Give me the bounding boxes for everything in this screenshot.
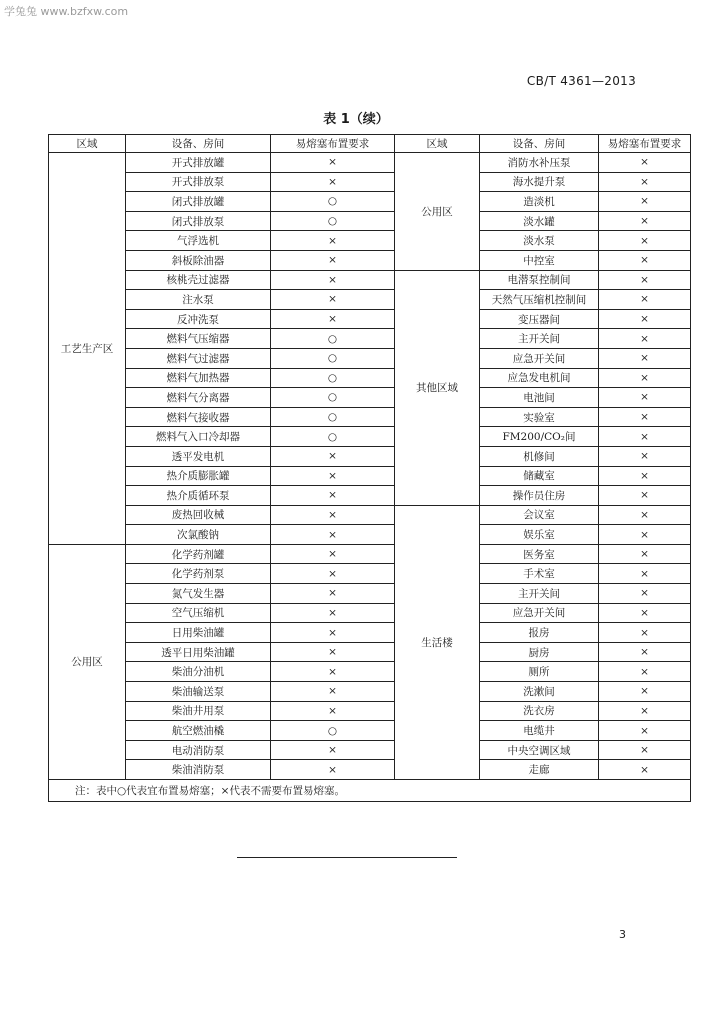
equipment-cell: 燃料气入口冷却器 xyxy=(126,427,271,447)
equipment-cell: 会议室 xyxy=(480,505,599,525)
equipment-cell: 柴油井用泵 xyxy=(126,701,271,721)
table-row xyxy=(49,270,691,290)
header-cell: 区域 xyxy=(49,135,126,153)
equipment-cell: 柴油分油机 xyxy=(126,662,271,682)
equipment-cell: 废热回收械 xyxy=(126,505,271,525)
equipment-cell: 开式排放罐 xyxy=(126,153,271,173)
table-row xyxy=(49,309,691,329)
table-row xyxy=(49,721,691,741)
equipment-cell: 航空燃油橇 xyxy=(126,721,271,741)
equipment-cell: 化学药剂罐 xyxy=(126,544,271,564)
note-row xyxy=(49,780,691,802)
requirement-cell: × xyxy=(271,466,395,486)
requirement-cell: × xyxy=(271,172,395,192)
requirement-cell: × xyxy=(271,270,395,290)
table-title: 表 1（续） xyxy=(323,112,389,127)
equipment-cell: 燃料气分离器 xyxy=(126,388,271,408)
requirement-cell: × xyxy=(271,760,395,780)
equipment-cell: 洗衣房 xyxy=(480,701,599,721)
requirement-cell: × xyxy=(599,309,691,329)
table-row xyxy=(49,172,691,192)
requirement-cell: × xyxy=(271,623,395,643)
requirement-cell: × xyxy=(599,740,691,760)
watermark-text: 学兔兔 www.bzfxw.com xyxy=(4,5,129,18)
table-row xyxy=(49,642,691,662)
header-cell: 设备、房间 xyxy=(480,135,599,153)
requirement-cell: × xyxy=(599,329,691,349)
requirement-cell: × xyxy=(599,505,691,525)
requirement-cell: × xyxy=(599,642,691,662)
region-cell: 其他区域 xyxy=(395,270,480,505)
table-row xyxy=(49,701,691,721)
equipment-cell: 变压器间 xyxy=(480,309,599,329)
equipment-cell: 中控室 xyxy=(480,250,599,270)
requirement-cell: ○ xyxy=(271,388,395,408)
requirement-cell: × xyxy=(599,623,691,643)
requirement-cell: × xyxy=(271,486,395,506)
end-rule xyxy=(237,857,457,858)
requirement-cell: × xyxy=(599,270,691,290)
requirement-cell: × xyxy=(599,172,691,192)
region-cell: 工艺生产区 xyxy=(49,153,126,545)
header-cell: 设备、房间 xyxy=(126,135,271,153)
equipment-cell: 储藏室 xyxy=(480,466,599,486)
table-row xyxy=(49,368,691,388)
equipment-cell: 化学药剂泵 xyxy=(126,564,271,584)
requirement-cell: ○ xyxy=(271,368,395,388)
requirement-cell: × xyxy=(271,525,395,545)
equipment-cell: 核桃壳过滤器 xyxy=(126,270,271,290)
equipment-cell: 气浮选机 xyxy=(126,231,271,251)
equipment-cell: 开式排放泵 xyxy=(126,172,271,192)
equipment-cell: 热介质循环泵 xyxy=(126,486,271,506)
page-number: 3 xyxy=(619,928,626,941)
equipment-cell: 天然气压缩机控制间 xyxy=(480,290,599,310)
requirement-cell: × xyxy=(599,564,691,584)
equipment-cell: 应急发电机间 xyxy=(480,368,599,388)
equipment-cell: 造淡机 xyxy=(480,192,599,212)
table-row xyxy=(49,584,691,604)
requirement-cell: ○ xyxy=(271,348,395,368)
requirement-cell: × xyxy=(599,231,691,251)
table-row xyxy=(49,290,691,310)
requirement-cell: × xyxy=(271,701,395,721)
table-row xyxy=(49,388,691,408)
requirement-cell: × xyxy=(599,250,691,270)
equipment-cell: 电池间 xyxy=(480,388,599,408)
requirement-cell: × xyxy=(599,760,691,780)
requirement-cell: × xyxy=(599,192,691,212)
equipment-cell: 报房 xyxy=(480,623,599,643)
equipment-cell: 电动消防泵 xyxy=(126,740,271,760)
table-row xyxy=(49,486,691,506)
equipment-cell: 电潜泵控制间 xyxy=(480,270,599,290)
equipment-cell: 透平发电机 xyxy=(126,446,271,466)
equipment-cell: 淡水罐 xyxy=(480,211,599,231)
requirement-cell: × xyxy=(271,309,395,329)
equipment-cell: 主开关间 xyxy=(480,584,599,604)
equipment-cell: 娱乐室 xyxy=(480,525,599,545)
requirement-cell: ○ xyxy=(271,192,395,212)
header-cell: 易熔塞布置要求 xyxy=(271,135,395,153)
requirement-cell: ○ xyxy=(271,211,395,231)
requirement-cell: × xyxy=(271,584,395,604)
table-row xyxy=(49,525,691,545)
table-row xyxy=(49,427,691,447)
requirement-cell: × xyxy=(599,584,691,604)
requirement-cell: × xyxy=(599,603,691,623)
equipment-cell: 柴油消防泵 xyxy=(126,760,271,780)
requirement-cell: × xyxy=(271,603,395,623)
table-row xyxy=(49,682,691,702)
table-row xyxy=(49,407,691,427)
table-row xyxy=(49,760,691,780)
requirement-cell: × xyxy=(599,446,691,466)
equipment-cell: 燃料气压缩器 xyxy=(126,329,271,349)
requirement-cell: × xyxy=(271,662,395,682)
table-note: 注：表中○代表宜布置易熔塞；×代表不需要布置易熔塞。 xyxy=(49,780,691,802)
table-row xyxy=(49,564,691,584)
table-row xyxy=(49,348,691,368)
equipment-cell: 电缆井 xyxy=(480,721,599,741)
table-row xyxy=(49,211,691,231)
table-row xyxy=(49,153,691,173)
equipment-cell: 闭式排放罐 xyxy=(126,192,271,212)
header-cell: 区域 xyxy=(395,135,480,153)
requirement-cell: × xyxy=(599,388,691,408)
table-row xyxy=(49,740,691,760)
equipment-cell: 燃料气接收器 xyxy=(126,407,271,427)
requirement-cell: ○ xyxy=(271,329,395,349)
equipment-cell: 实验室 xyxy=(480,407,599,427)
table-row xyxy=(49,192,691,212)
equipment-cell: 手术室 xyxy=(480,564,599,584)
equipment-cell: 柴油输送泵 xyxy=(126,682,271,702)
equipment-cell: 厕所 xyxy=(480,662,599,682)
equipment-cell: 空气压缩机 xyxy=(126,603,271,623)
equipment-cell: 机修间 xyxy=(480,446,599,466)
requirement-cell: × xyxy=(599,544,691,564)
equipment-cell: 燃料气过滤器 xyxy=(126,348,271,368)
equipment-cell: 洗漱间 xyxy=(480,682,599,702)
requirement-cell: × xyxy=(599,368,691,388)
requirement-cell: ○ xyxy=(271,427,395,447)
requirement-cell: × xyxy=(599,407,691,427)
requirement-cell: × xyxy=(271,290,395,310)
requirement-cell: × xyxy=(599,211,691,231)
requirement-cell: × xyxy=(271,642,395,662)
region-cell: 生活楼 xyxy=(395,505,480,779)
requirement-cell: × xyxy=(599,682,691,702)
equipment-cell: 热介质膨胀罐 xyxy=(126,466,271,486)
requirement-cell: × xyxy=(271,682,395,702)
requirement-cell: × xyxy=(271,564,395,584)
requirement-cell: × xyxy=(271,153,395,173)
equipment-cell: 医务室 xyxy=(480,544,599,564)
equipment-cell: 透平日用柴油罐 xyxy=(126,642,271,662)
region-cell: 公用区 xyxy=(395,153,480,271)
requirement-cell: × xyxy=(599,662,691,682)
equipment-cell: 中央空调区域 xyxy=(480,740,599,760)
table-header-row xyxy=(49,135,691,153)
table-row xyxy=(49,603,691,623)
requirement-cell: × xyxy=(271,740,395,760)
equipment-cell: 应急开关间 xyxy=(480,603,599,623)
requirement-cell: × xyxy=(599,153,691,173)
equipment-cell: 应急开关间 xyxy=(480,348,599,368)
equipment-cell: 闭式排放泵 xyxy=(126,211,271,231)
table-row xyxy=(49,662,691,682)
equipment-cell: 燃料气加热器 xyxy=(126,368,271,388)
equipment-cell: 海水提升泵 xyxy=(480,172,599,192)
requirement-cell: × xyxy=(599,721,691,741)
equipment-cell: 厨房 xyxy=(480,642,599,662)
table-row xyxy=(49,466,691,486)
region-cell: 公用区 xyxy=(49,544,126,779)
equipment-cell: 主开关间 xyxy=(480,329,599,349)
requirement-cell: ○ xyxy=(271,407,395,427)
header-cell: 易熔塞布置要求 xyxy=(599,135,691,153)
equipment-cell: 操作员住房 xyxy=(480,486,599,506)
table-row xyxy=(49,623,691,643)
equipment-cell: 注水泵 xyxy=(126,290,271,310)
requirement-cell: ○ xyxy=(271,721,395,741)
equipment-cell: 斜板除油器 xyxy=(126,250,271,270)
requirement-cell: × xyxy=(599,466,691,486)
equipment-cell: 日用柴油罐 xyxy=(126,623,271,643)
requirement-cell: × xyxy=(599,290,691,310)
equipment-cell: 走廊 xyxy=(480,760,599,780)
requirement-cell: × xyxy=(271,231,395,251)
requirement-cell: × xyxy=(271,250,395,270)
requirement-cell: × xyxy=(599,427,691,447)
equipment-cell: 淡水泵 xyxy=(480,231,599,251)
equipment-cell: 次氯酸钠 xyxy=(126,525,271,545)
fusible-plug-table xyxy=(48,134,691,802)
requirement-cell: × xyxy=(599,701,691,721)
requirement-cell: × xyxy=(271,446,395,466)
table-row xyxy=(49,544,691,564)
requirement-cell: × xyxy=(599,525,691,545)
table-row xyxy=(49,505,691,525)
equipment-cell: FM200/CO₂间 xyxy=(480,427,599,447)
table-row xyxy=(49,250,691,270)
requirement-cell: × xyxy=(599,486,691,506)
table-row xyxy=(49,329,691,349)
requirement-cell: × xyxy=(599,348,691,368)
table-row xyxy=(49,231,691,251)
requirement-cell: × xyxy=(271,505,395,525)
table-row xyxy=(49,446,691,466)
equipment-cell: 氮气发生器 xyxy=(126,584,271,604)
document-code: CB/T 4361—2013 xyxy=(526,74,636,88)
requirement-cell: × xyxy=(271,544,395,564)
equipment-cell: 消防水补压泵 xyxy=(480,153,599,173)
equipment-cell: 反冲洗泵 xyxy=(126,309,271,329)
